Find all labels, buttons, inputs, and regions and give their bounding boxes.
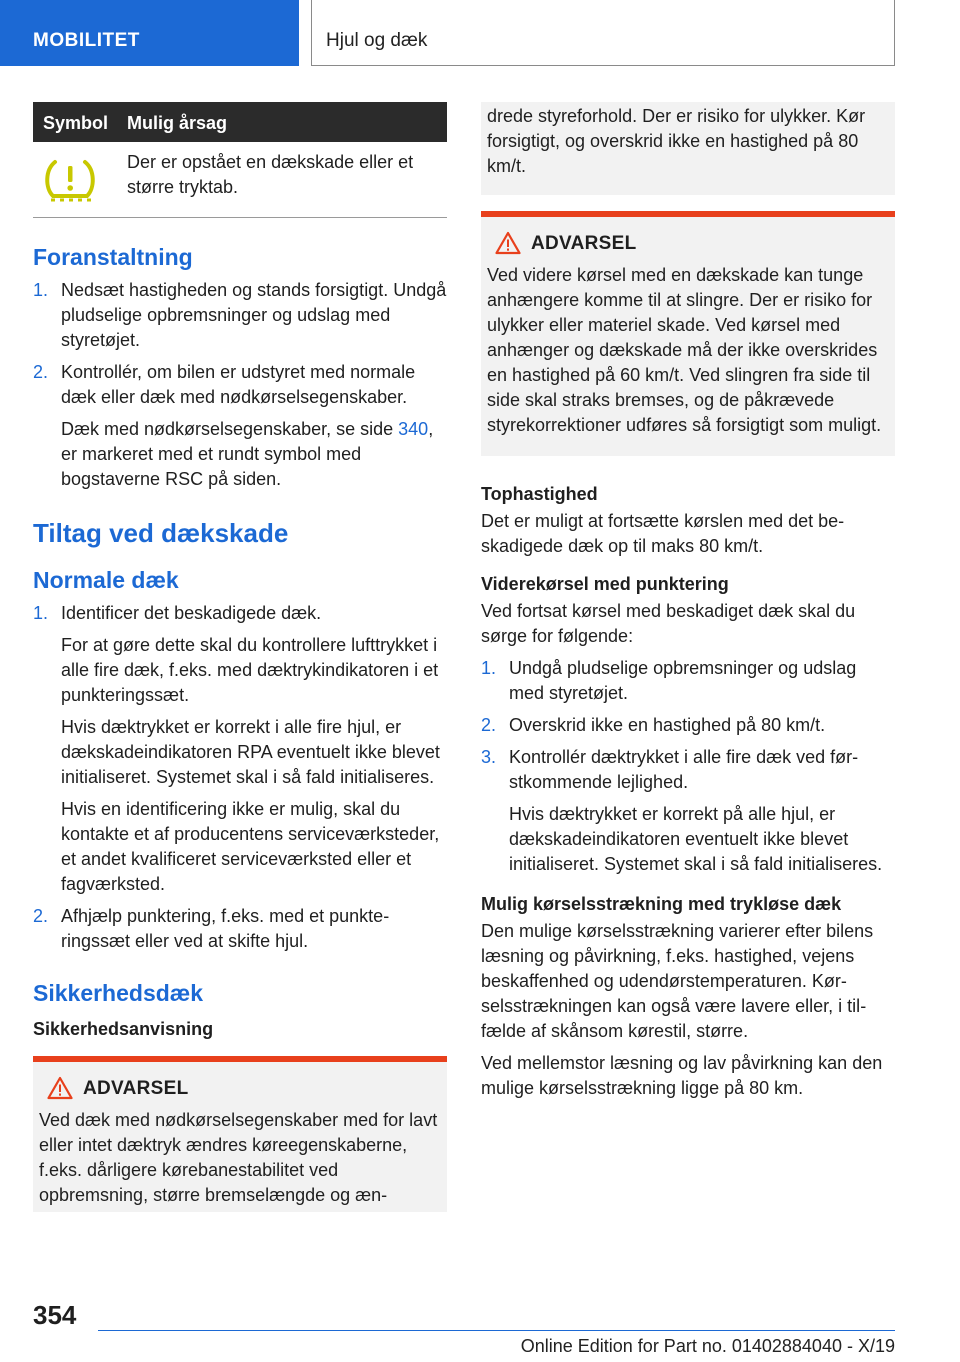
warning-triangle-icon	[47, 1076, 73, 1100]
viderekorsel-steps	[481, 656, 895, 877]
chapter-tab	[311, 0, 895, 66]
chapter-title: Hjul og dæk	[326, 30, 428, 51]
step-text: Identificer det beskadigede dæk.	[61, 603, 322, 623]
symbol-table-header	[33, 102, 447, 142]
step-text: Kontrollér dæktrykket i alle fire dæk ved førstkommende lejlighed.	[509, 747, 859, 792]
list-item	[33, 278, 447, 353]
list-item	[481, 745, 895, 877]
list-item	[33, 904, 447, 954]
list-item	[33, 360, 447, 492]
section-tab	[0, 0, 299, 66]
step-paragraph: Hvis dæktrykket er korrekt på alle hjul, er dækskadeindikatoren eventuelt ikke blevet initialiseret. Systemet skal i så fald initialiseres.	[509, 804, 883, 874]
warning-text: Ved dæk med nødkørselsegenskaber med for lavt eller intet dæktryk ændres køreegenskaberne, f.eks. dårligere kørebanestabilitet ved opbremsning, større bremselængde og æn-	[39, 1110, 438, 1205]
footer-edition: Online Edition for Part no. 01402884040 - X/19	[520, 1336, 895, 1356]
left-column	[33, 102, 447, 1212]
foranstaltning-steps	[33, 278, 447, 492]
tire-pressure-warning-icon	[41, 156, 99, 204]
heading-straekning: Mulig kørselsstrækning med trykløse dæk	[481, 894, 842, 914]
col-cause: Mulig årsag	[127, 113, 228, 133]
viderekorsel-intro: Ved fortsat kørsel med beskadiget dæk skal du sørge for følgende:	[481, 601, 856, 646]
list-item	[33, 601, 447, 897]
heading-viderekorsel: Viderekørsel med punktering	[481, 574, 729, 594]
page-link[interactable]: 340	[398, 419, 429, 439]
note-text: , er markeret med et rundt symbol med bogstaverne RSC på siden.	[61, 419, 434, 489]
page-number: 354	[33, 1300, 77, 1330]
warning-text: Ved videre kørsel med en dækskade kan tunge anhængere komme til at slingre. Der er risiko for ulykker eller materiel skade. Ved kørsel med anhænger og dækskade må der ikke overskrides en hastighed på 60 km/t. Ved slingren fra side til side skal straks bremses, og de påkrævede styrekorrektioner udføres så forsigtigt som muligt.	[487, 265, 882, 435]
step-paragraph: Hvis en identificering ikke er mulig, skal du kontakte et af producentens serviceværksteder, et andet kvalificeret serviceværksted eller et fagværksted.	[61, 799, 440, 894]
warning-label: ADVARSEL	[531, 233, 637, 254]
tiltag-steps	[33, 601, 447, 954]
symbol-description: Der er opstået en dækskade eller et større tryktab.	[127, 152, 414, 197]
step-number: 2.	[481, 715, 497, 735]
warning-continuation-text: drede styreforhold. Der er risiko for ulykker. Kør forsigtigt, og overskrid ikke en hastighed på 80 km/t.	[487, 106, 866, 176]
straekning-paragraph: Ved mellemstor læsning og lav påvirkning kan den mulige kørselsstrækning ligge på 80 km.	[481, 1053, 883, 1098]
warning-continuation	[481, 102, 895, 195]
warning-triangle-icon	[495, 231, 521, 255]
step-text: Afhjælp punktering, f.eks. med et punkteringssæt eller ved at skifte hjul.	[61, 906, 390, 951]
list-item	[481, 656, 895, 706]
step-number: 2.	[33, 362, 49, 382]
step-number: 1.	[33, 603, 49, 623]
heading-sikkerhedsdaek: Sikkerhedsdæk	[33, 980, 204, 1006]
straekning-paragraph: Den mulige kørselsstrækning varierer efter bilens læsning og påvirkning, f.eks. hastighed, vejens beskaffenhed og udendørstemperaturen. Kørselsstrækningen kan også være lavere eller, i tilfælde af skånsom kørestil, større.	[481, 921, 874, 1041]
symbol-table	[33, 102, 447, 218]
footer-divider	[98, 1330, 895, 1331]
heading-tophastighed: Tophastighed	[481, 484, 598, 504]
warning-title	[39, 1076, 439, 1104]
step-note	[61, 417, 447, 492]
step-number: 2.	[33, 906, 49, 926]
step-text: Undgå pludselige opbremsninger og udslag med styretøjet.	[509, 658, 857, 703]
step-number: 3.	[481, 747, 497, 767]
section-title: MOBILITET	[33, 30, 140, 51]
warning-title	[487, 231, 887, 259]
heading-sikkerhedsanvisning: Sikkerhedsanvisning	[33, 1019, 214, 1039]
list-item	[481, 713, 895, 738]
step-number: 1.	[33, 280, 49, 300]
heading-tiltag: Tiltag ved dækskade	[33, 518, 289, 548]
step-text: Overskrid ikke en hastighed på 80 km/t.	[509, 715, 826, 735]
right-column	[481, 102, 895, 1101]
col-symbol: Symbol	[43, 113, 109, 133]
step-text: Nedsæt hastigheden og stands forsigtigt. Undgå pludselige opbremsninger og udslag med styretøjet.	[61, 280, 447, 350]
note-text: Dæk med nødkørselsegenskaber, se side	[61, 419, 399, 439]
step-paragraph: Hvis dæktrykket er korrekt i alle fire hjul, er dækskadeindikatoren RPA eventuelt ikke blevet initialiseret. Systemet skal i så fald initialiseres.	[61, 717, 440, 787]
step-number: 1.	[481, 658, 497, 678]
warning-box	[33, 1056, 447, 1212]
step-text: Kontrollér, om bilen er udstyret med normale dæk eller dæk med nødkørselsegenskaber.	[61, 362, 416, 407]
heading-foranstaltning: Foranstaltning	[33, 244, 193, 270]
symbol-table-row	[33, 142, 447, 218]
step-paragraph: For at gøre dette skal du kontrollere lufttrykket i alle fire dæk, f.eks. med dæktrykindikatoren i et punkteringssæt.	[61, 635, 439, 705]
tophastighed-text: Det er muligt at fortsætte kørslen med det beskadigede dæk op til maks 80 km/t.	[481, 511, 845, 556]
warning-box	[481, 211, 895, 456]
warning-label: ADVARSEL	[83, 1078, 189, 1099]
heading-normale-daek: Normale dæk	[33, 567, 179, 593]
